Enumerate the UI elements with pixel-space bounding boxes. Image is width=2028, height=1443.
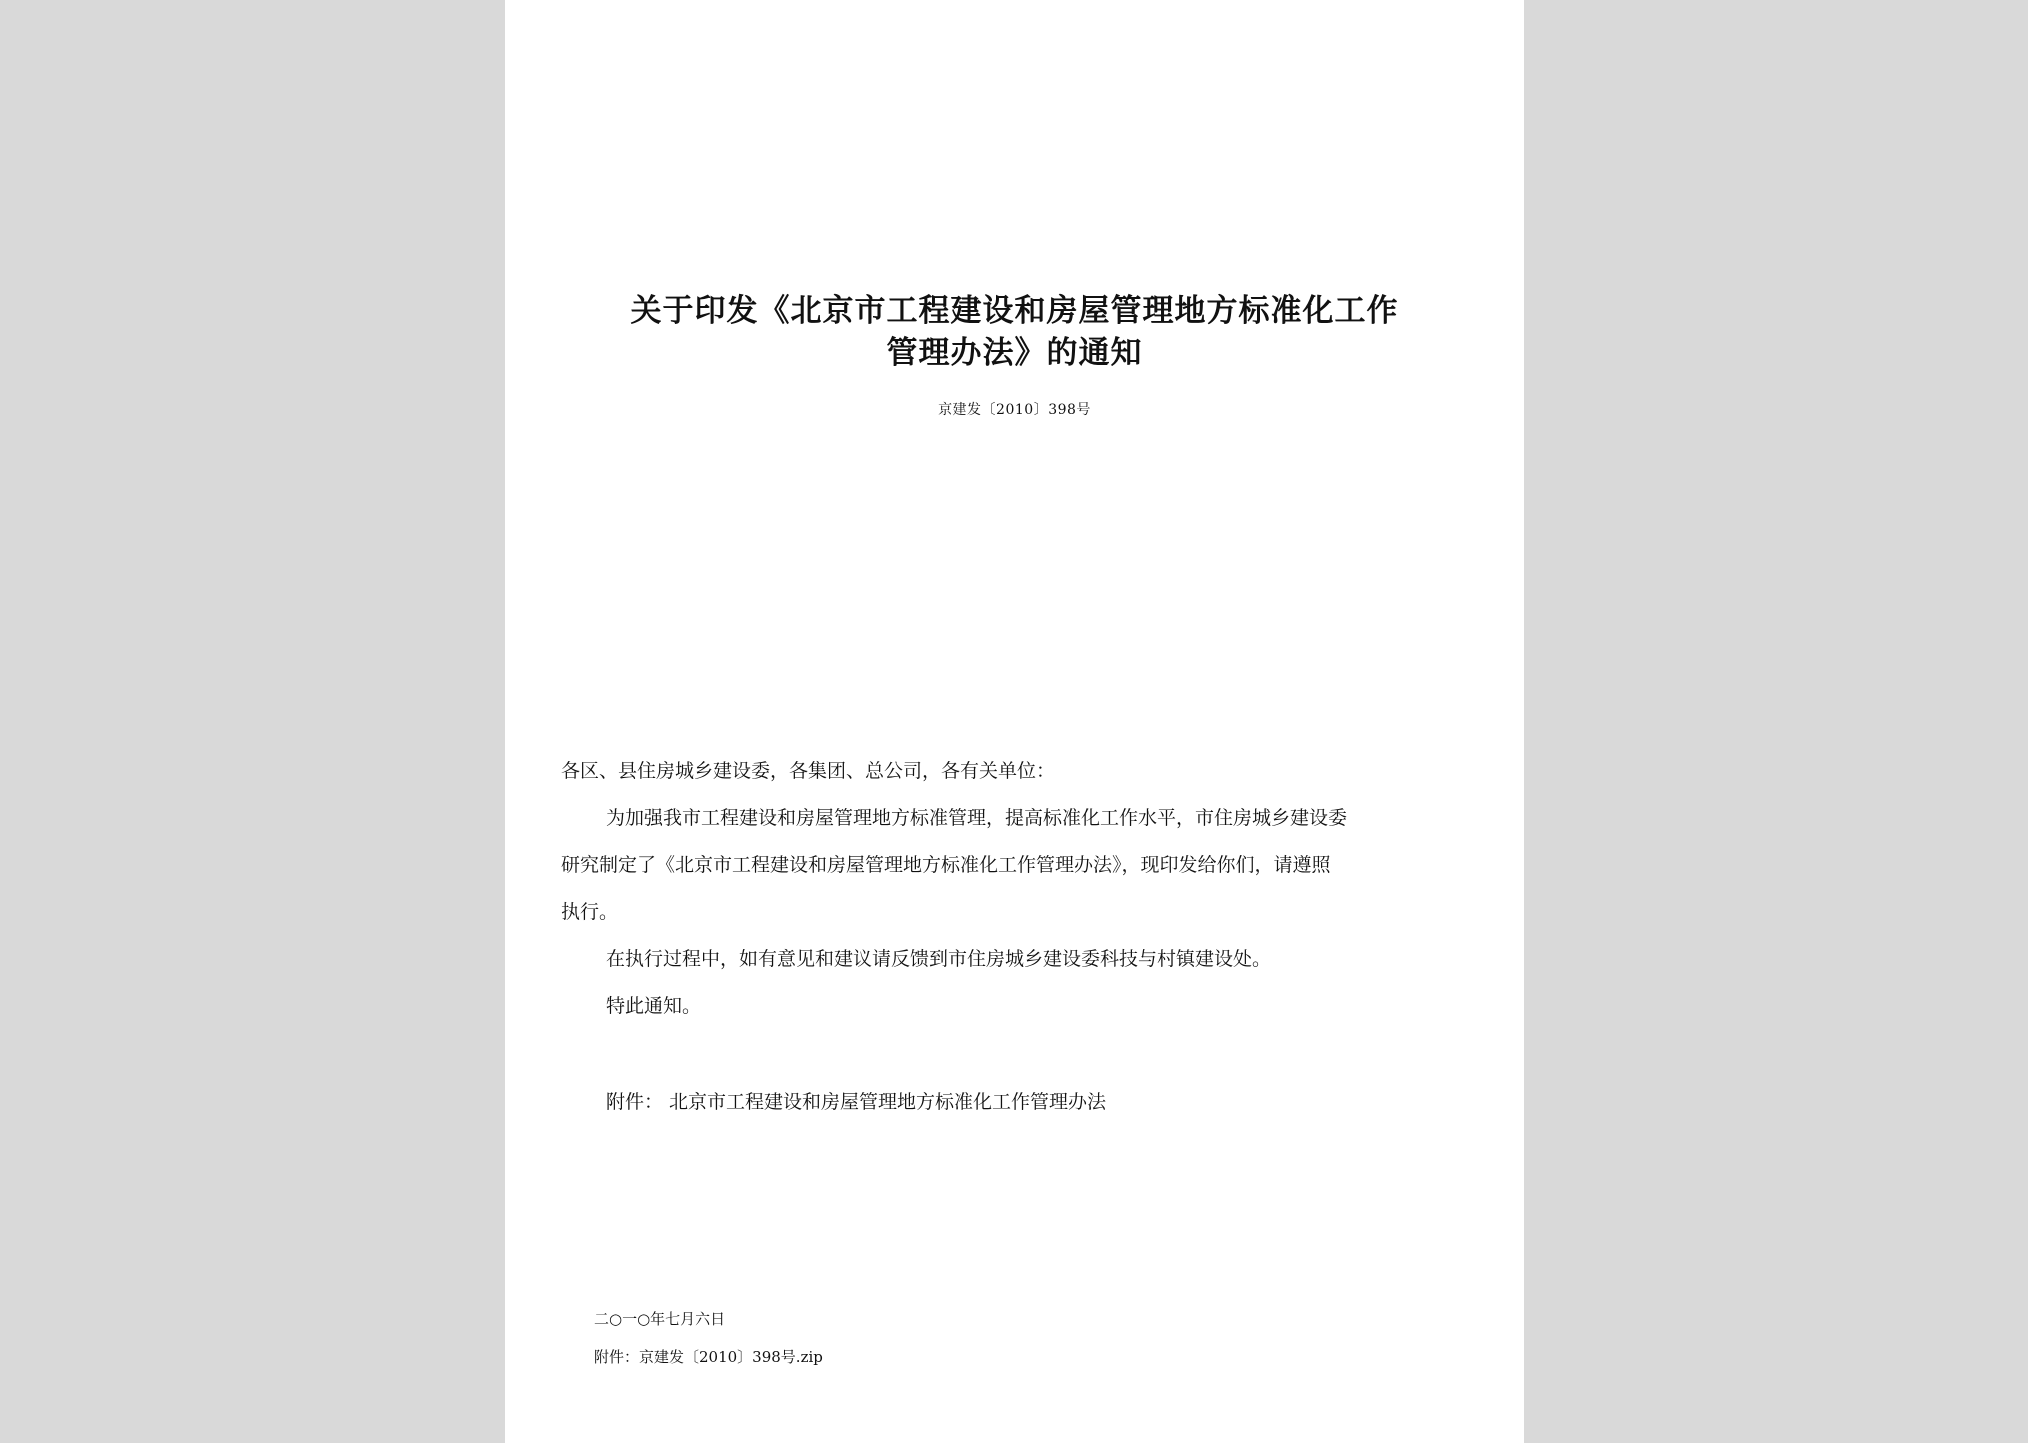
salutation: 各区、县住房城乡建设委，各集团、总公司，各有关单位： (561, 760, 1056, 782)
paragraph-1 (561, 795, 1461, 936)
attachment-note: 附件： 北京市工程建设和房屋管理地方标准化工作管理办法 (606, 1091, 1107, 1113)
title-line-1: 关于印发《北京市工程建设和房屋管理地方标准化工作 (630, 293, 1399, 329)
attachment-file-link[interactable]: 附件：京建发〔2010〕398号.zip (594, 1348, 823, 1366)
paragraph-1-line-3: 执行。 (561, 901, 619, 923)
paragraph-1-line-2: 研究制定了《北京市工程建设和房屋管理地方标准化工作管理办法》，现印发给你们，请遵照 (561, 854, 1331, 876)
paragraph-2: 在执行过程中，如有意见和建议请反馈到市住房城乡建设委科技与村镇建设处。 (606, 948, 1272, 970)
paragraph-1-line-1: 为加强我市工程建设和房屋管理地方标准管理，提高标准化工作水平，市住房城乡建设委 (606, 807, 1348, 829)
document-page (505, 0, 1524, 1443)
document-number: 京建发〔2010〕398号 (938, 402, 1091, 418)
paragraph-3: 特此通知。 (606, 995, 702, 1017)
issue-date: 二○一○年七月六日 (594, 1310, 726, 1328)
title-line-2: 管理办法》的通知 (886, 335, 1143, 371)
document-title (545, 290, 1484, 374)
